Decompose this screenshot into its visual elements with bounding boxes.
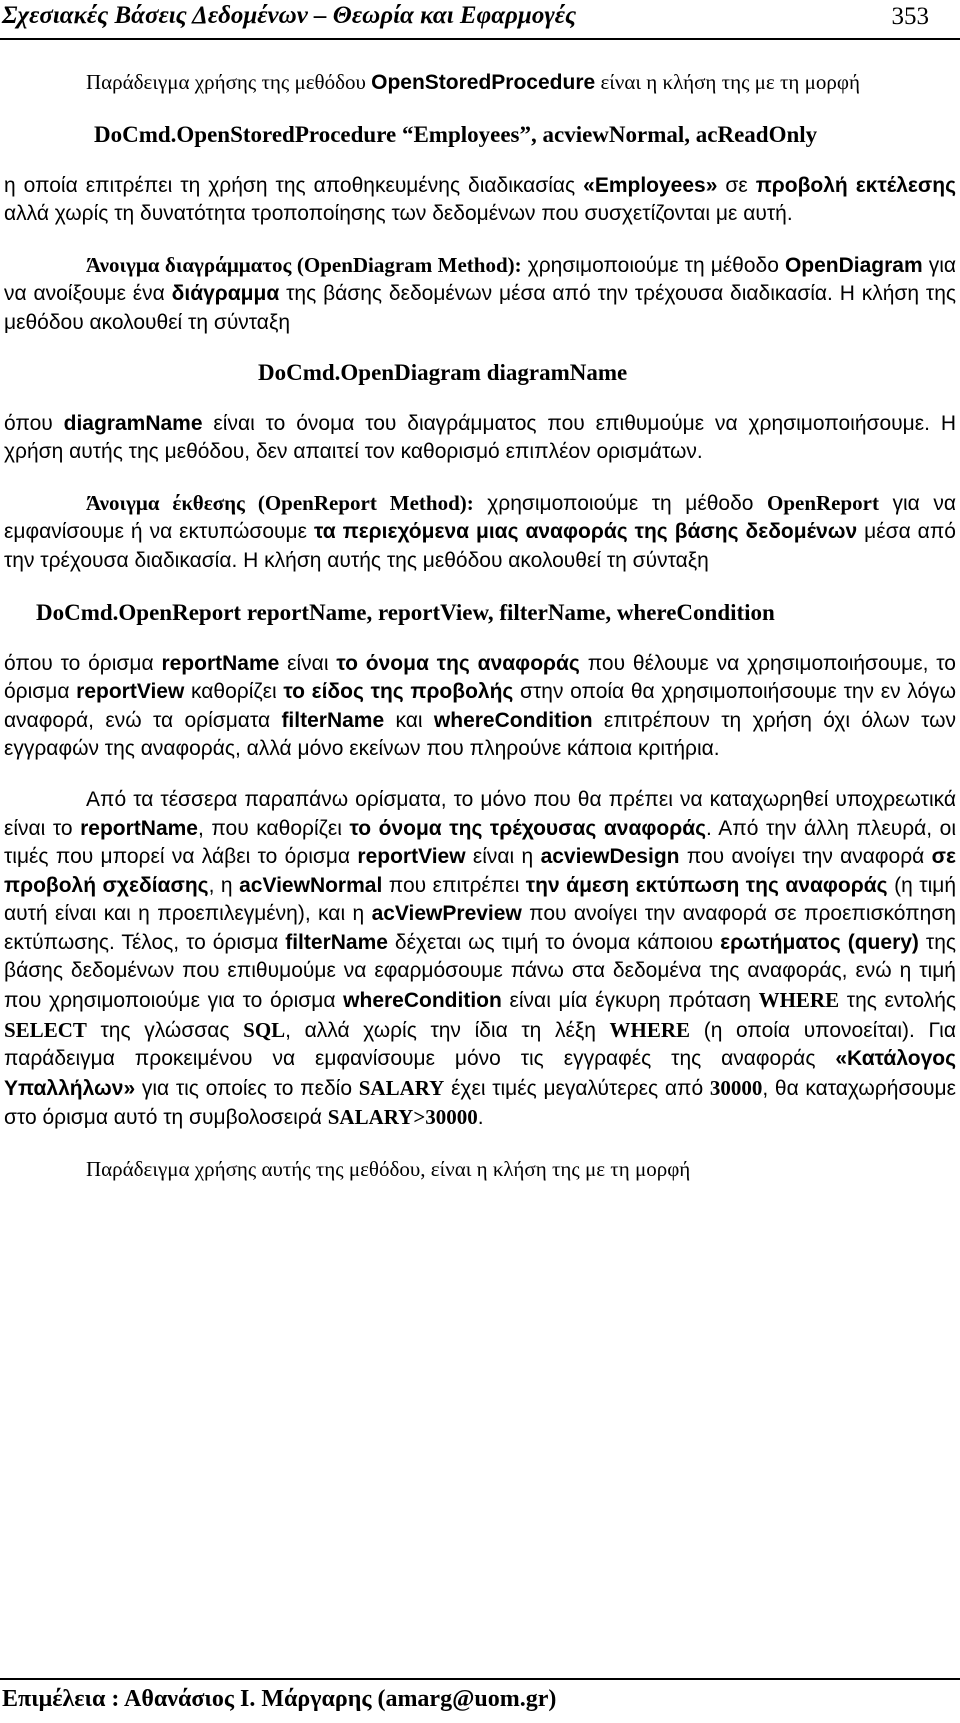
- book-title: Σχεσιακές Βάσεις Δεδομένων – Θεωρία και Εφαρμογές: [2, 2, 577, 29]
- code-openstoredprocedure: DoCmd.OpenStoredProcedure “Employees”, acviewNormal, acReadOnly: [94, 121, 818, 147]
- paragraph-openstoredprocedure-desc: η οποία επιτρέπει τη χρήση της αποθηκευμένης διαδικασίας «Employees» σε προβολή εκτέλεσης αλλά χωρίς τη δυνατότητα τροποποίησης των δεδομένων που συσχετίζονται με αυτή.: [4, 173, 956, 226]
- paragraph-diagramname: όπου diagramName είναι το όνομα του διαγράμματος που επιθυμούμε να χρησιμοποιήσουμε. Η χρήση αυτής της μεθόδου, δεν απαιτεί τον καθορισμό επιπλέον ορισμάτων.: [4, 411, 956, 464]
- code-openreport: DoCmd.OpenReport reportName, reportView, filterName, whereCondition: [36, 599, 775, 625]
- paragraph-openreport-args: όπου το όρισμα reportName είναι το όνομα της αναφοράς που θέλουμε να χρησιμοποιήσουμε, το όρισμα reportView καθορίζει το είδος της προβολής στην οποία θα χρησιμοποιήσουμε την εν λόγω αναφορά, ενώ τα ορίσματα filterName και whereCondition επιτρέπουν τη χρήση όχι όλων των εγγραφών της αναφοράς, αλλά μόνο εκείνων που πληρούνε κάποια κριτήρια.: [4, 651, 957, 761]
- paragraph-openreport: Άνοιγμα έκθεσης (OpenReport Method): χρησιμοποιούμε τη μέθοδο OpenReport για να εμφανίσουμε ή να εκτυπώσουμε τα περιεχόμενα μιας αναφοράς της βάσης δεδομένων μέσα από την τρέχουσα διαδικασία. Η κλήση αυτής της μεθόδου ακολουθεί τη σύνταξη: [4, 490, 957, 572]
- paragraph-openstoredprocedure-example: Παράδειγμα χρήσης της μεθόδου OpenStoredProcedure είναι η κλήση της με τη μορφή: [86, 70, 860, 94]
- paragraph-openreport-values: Από τα τέσσερα παραπάνω ορίσματα, το μόνο που θα πρέπει να καταχωρηθεί υποχρεωτικά είναι το reportName, που καθορίζει το όνομα της τρέχουσας αναφοράς. Από την άλλη πλευρά, οι τιμές που μπορεί να λάβει το όρισμα reportView είναι η acviewDesign που ανοίγει την αναφορά σε προβολή σχεδίασης, η acViewNormal που επιτρέπει την άμεση εκτύπωση της αναφοράς (η τιμή αυτή είναι και η προεπιλεγμένη), και η acViewPreview που ανοίγει την αναφορά σε προεπισκόπηση εκτύπωσης. Τέλος, το όρισμα filterName δέχεται ως τιμή το όνομα κάποιου ερωτήματος (query) της βάσης δεδομένων που επιθυμούμε να εφαρμόσουμε πάνω στα δεδομένα της αναφοράς, ενώ η τιμή που χρησιμοποιούμε για το όρισμα whereCondition είναι μία έγκυρη πρόταση WHERE της εντολής SELECT της γλώσσας SQL, αλλά χωρίς την ίδια τη λέξη WHERE (η οποία υπονοείται). Για παράδειγμα προκειμένου να εμφανίσουμε μόνο τις εγγραφές της αναφοράς «Κατάλογος Υπαλλήλων» για τις οποίες το πεδίο SALARY έχει τιμές μεγαλύτερες από 30000, θα καταχωρήσουμε στο όρισμα αυτό τη συμβολοσειρά SALARY>30000.: [4, 787, 957, 1130]
- paragraph-openreport-example: Παράδειγμα χρήσης αυτής της μεθόδου, είναι η κλήση της με τη μορφή: [86, 1157, 691, 1182]
- paragraph-opendiagram: Άνοιγμα διαγράμματος (OpenDiagram Method): χρησιμοποιούμε τη μέθοδο OpenDiagram για να ανοίξουμε ένα διάγραμμα της βάσης δεδομένων μέσα από την τρέχουσα διαδικασία. Η κλήση της μεθόδου ακολουθεί τη σύνταξη: [4, 252, 956, 334]
- page-header: [0, 0, 960, 40]
- page-number: 353: [891, 3, 929, 30]
- code-opendiagram: DoCmd.OpenDiagram diagramName: [258, 359, 628, 385]
- page-footer: Επιμέλεια : Αθανάσιος Ι. Μάργαρης (amarg@uom.gr): [2, 1686, 557, 1712]
- footer-divider: [0, 1678, 960, 1680]
- page-body: [4, 68, 956, 1184]
